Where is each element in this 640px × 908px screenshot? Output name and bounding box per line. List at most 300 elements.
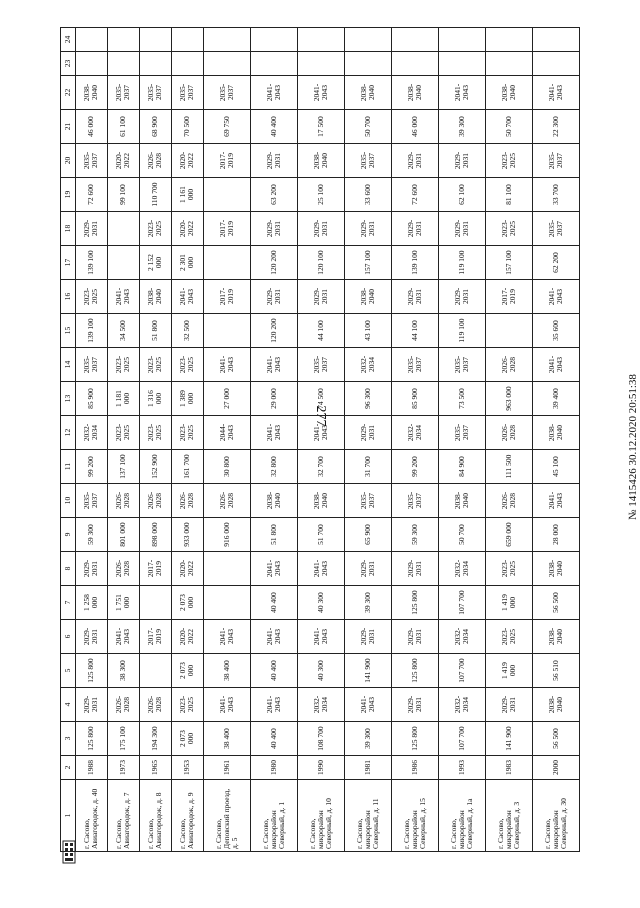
- table-row: [171, 28, 203, 852]
- table-cell: 2041-2043: [203, 688, 250, 722]
- column-number-7: 7: [61, 586, 76, 620]
- table-cell: 119 100: [438, 314, 485, 348]
- column-number-3: 3: [61, 722, 76, 756]
- year-cell: 1983: [485, 756, 532, 780]
- table-cell: 43 100: [344, 314, 391, 348]
- table-cell: 46 000: [76, 110, 108, 144]
- table-cell: 65 900: [344, 518, 391, 552]
- table-cell: [485, 314, 532, 348]
- table-cell: 2023-2025: [76, 280, 108, 314]
- table-cell: 2026-2028: [107, 484, 139, 518]
- table-cell: [107, 212, 139, 246]
- table-cell: [76, 52, 108, 76]
- table-cell: 2026-2028: [139, 688, 171, 722]
- table-cell: 72 600: [76, 178, 108, 212]
- table-cell: 2035-2037: [391, 348, 438, 382]
- table-row: [485, 28, 532, 852]
- table-cell: 2041-2043: [438, 76, 485, 110]
- table-cell: 40 300: [297, 586, 344, 620]
- table-cell: 2041-2043: [250, 76, 297, 110]
- table-cell: 2035-2037: [344, 144, 391, 178]
- table-cell: 2017-2019: [203, 280, 250, 314]
- table-cell: 70 500: [171, 110, 203, 144]
- table-cell: 1 389 000: [171, 382, 203, 416]
- address-cell: г. Сасово, микрорайон Северный, д. 1: [250, 780, 297, 852]
- table-cell: 2029-2031: [76, 688, 108, 722]
- table-cell: 2026-2028: [107, 552, 139, 586]
- column-number-17: 17: [61, 246, 76, 280]
- table-cell: 40 400: [250, 586, 297, 620]
- table-cell: [532, 28, 579, 52]
- table-cell: 125 800: [391, 722, 438, 756]
- address-cell: г. Сасово, микрорайон Северный, д. 3: [485, 780, 532, 852]
- table-cell: 2035-2037: [107, 76, 139, 110]
- column-number-row: [61, 28, 76, 852]
- table-cell: 27 000: [203, 382, 250, 416]
- table-cell: 1 316 000: [139, 382, 171, 416]
- table-cell: 2044-2043: [203, 416, 250, 450]
- table-cell: 2023-2025: [107, 416, 139, 450]
- table-cell: [485, 28, 532, 52]
- column-number-1: 1: [61, 780, 76, 852]
- table-cell: 39 400: [532, 382, 579, 416]
- table-cell: 2029-2031: [76, 552, 108, 586]
- table-cell: 2029-2031: [76, 620, 108, 654]
- table-cell: [171, 28, 203, 52]
- table-cell: 22 300: [532, 110, 579, 144]
- table-cell: 1 419 000: [485, 586, 532, 620]
- table-cell: 40 400: [250, 722, 297, 756]
- year-cell: 1990: [297, 756, 344, 780]
- table-cell: 141 900: [344, 654, 391, 688]
- table-cell: 30 800: [203, 450, 250, 484]
- table-cell: 139 100: [76, 314, 108, 348]
- table-cell: 2026-2028: [139, 144, 171, 178]
- table-cell: 45 100: [532, 450, 579, 484]
- page-number: 277: [313, 405, 328, 427]
- table-cell: 2020-2022: [171, 552, 203, 586]
- table-cell: 84 900: [438, 450, 485, 484]
- table-cell: 2029-2031: [344, 552, 391, 586]
- table-cell: 40 400: [250, 654, 297, 688]
- table-cell: 2029-2031: [438, 144, 485, 178]
- table-row: [297, 28, 344, 852]
- table-cell: 2020-2022: [171, 620, 203, 654]
- table-cell: 157 100: [485, 246, 532, 280]
- table-cell: [203, 178, 250, 212]
- table-cell: 2029-2031: [391, 212, 438, 246]
- table-cell: 2029-2031: [344, 416, 391, 450]
- table-cell: 2035-2037: [438, 416, 485, 450]
- table-cell: 2029-2031: [297, 212, 344, 246]
- capital-repair-schedule-table: [60, 27, 580, 852]
- table-cell: 152 900: [139, 450, 171, 484]
- table-cell: [250, 52, 297, 76]
- table-cell: 81 100: [485, 178, 532, 212]
- table-cell: 2038-2040: [532, 620, 579, 654]
- table-cell: 2035-2037: [391, 484, 438, 518]
- table-cell: [344, 52, 391, 76]
- table-cell: 61 100: [107, 110, 139, 144]
- table-cell: 34 500: [107, 314, 139, 348]
- table-cell: 2041-2043: [250, 348, 297, 382]
- table-cell: [171, 52, 203, 76]
- table-cell: 74 500: [297, 382, 344, 416]
- column-number-19: 19: [61, 178, 76, 212]
- table-cell: 2026-2028: [485, 348, 532, 382]
- table-cell: 120 200: [250, 314, 297, 348]
- table-cell: 2041-2043: [203, 348, 250, 382]
- table-cell: 2023-2025: [485, 212, 532, 246]
- year-cell: 1993: [438, 756, 485, 780]
- table-cell: 2029-2031: [297, 280, 344, 314]
- table-cell: 2041-2043: [250, 688, 297, 722]
- table-cell: 107 700: [438, 586, 485, 620]
- table-row: [391, 28, 438, 852]
- table-cell: 40 300: [297, 654, 344, 688]
- table-cell: 108 700: [297, 722, 344, 756]
- table-cell: 50 700: [485, 110, 532, 144]
- table-cell: 2038-2040: [532, 688, 579, 722]
- table-cell: 2038-2040: [297, 144, 344, 178]
- column-number-23: 23: [61, 52, 76, 76]
- table-cell: 2029-2031: [344, 212, 391, 246]
- table-cell: 2032-2034: [344, 348, 391, 382]
- column-number-11: 11: [61, 450, 76, 484]
- table-cell: 39 300: [344, 722, 391, 756]
- table-cell: 2035-2037: [171, 76, 203, 110]
- table-cell: 51 700: [297, 518, 344, 552]
- table-cell: 2035-2037: [438, 348, 485, 382]
- table-cell: [107, 246, 139, 280]
- table-cell: 2035-2037: [139, 76, 171, 110]
- table-cell: [485, 52, 532, 76]
- table-cell: 99 200: [391, 450, 438, 484]
- table-cell: 2029-2031: [391, 688, 438, 722]
- table-cell: 107 700: [438, 722, 485, 756]
- column-number-15: 15: [61, 314, 76, 348]
- table-cell: 120 100: [297, 246, 344, 280]
- table-cell: [107, 52, 139, 76]
- table-cell: 2038-2040: [297, 484, 344, 518]
- table-cell: [139, 586, 171, 620]
- year-cell: 1980: [250, 756, 297, 780]
- table-cell: 119 100: [438, 246, 485, 280]
- table-cell: 32 500: [171, 314, 203, 348]
- table-cell: [203, 52, 250, 76]
- table-row: [76, 28, 108, 852]
- year-cell: 1953: [171, 756, 203, 780]
- table-cell: 2029-2031: [485, 688, 532, 722]
- table-row: [139, 28, 171, 852]
- address-cell: г. Сасово, Авиагородок, д. 40: [76, 780, 108, 852]
- table-cell: 1 419 000: [485, 654, 532, 688]
- table-cell: 2035-2037: [344, 484, 391, 518]
- table-cell: 2035-2037: [76, 348, 108, 382]
- table-cell: 50 700: [344, 110, 391, 144]
- table-cell: 2029-2031: [438, 212, 485, 246]
- table-cell: 801 000: [107, 518, 139, 552]
- year-cell: 1965: [139, 756, 171, 780]
- column-number-14: 14: [61, 348, 76, 382]
- table-cell: 2032-2034: [76, 416, 108, 450]
- column-number-5: 5: [61, 654, 76, 688]
- table-cell: 2041-2043: [297, 76, 344, 110]
- table-cell: 1 751 000: [107, 586, 139, 620]
- table-cell: 2023-2025: [171, 416, 203, 450]
- table-cell: 2023-2025: [139, 212, 171, 246]
- table-cell: 2041-2043: [532, 348, 579, 382]
- table-cell: 2041-2043: [107, 280, 139, 314]
- column-number-16: 16: [61, 280, 76, 314]
- table-cell: 2038-2040: [250, 484, 297, 518]
- table-cell: 51 800: [139, 314, 171, 348]
- table-cell: 2041-2043: [532, 280, 579, 314]
- table-cell: [391, 28, 438, 52]
- table-cell: 161 700: [171, 450, 203, 484]
- table-cell: 62 200: [532, 246, 579, 280]
- table-cell: 1 161 000: [171, 178, 203, 212]
- table-cell: 2029-2031: [250, 280, 297, 314]
- table-cell: 2026-2028: [203, 484, 250, 518]
- column-number-2: 2: [61, 756, 76, 780]
- column-number-21: 21: [61, 110, 76, 144]
- table-cell: 2035-2037: [532, 144, 579, 178]
- column-number-6: 6: [61, 620, 76, 654]
- table-cell: 2038-2040: [532, 416, 579, 450]
- table-cell: 194 300: [139, 722, 171, 756]
- table-cell: [532, 52, 579, 76]
- table-cell: 38 300: [107, 654, 139, 688]
- table-cell: [438, 28, 485, 52]
- table-cell: [139, 28, 171, 52]
- year-cell: 1961: [203, 756, 250, 780]
- table-cell: 62 100: [438, 178, 485, 212]
- table-cell: 2 073 000: [171, 654, 203, 688]
- table-cell: 2017-2019: [139, 620, 171, 654]
- table-cell: 2023-2025: [139, 348, 171, 382]
- table-cell: 2038-2040: [485, 76, 532, 110]
- table-cell: 898 000: [139, 518, 171, 552]
- table-cell: 32 700: [297, 450, 344, 484]
- table-cell: 2035-2037: [297, 348, 344, 382]
- table-cell: 31 700: [344, 450, 391, 484]
- table-cell: 125 800: [391, 586, 438, 620]
- table-cell: 2 073 000: [171, 586, 203, 620]
- table-cell: 2029-2031: [250, 144, 297, 178]
- table-cell: 137 100: [107, 450, 139, 484]
- table-cell: 120 200: [250, 246, 297, 280]
- year-cell: 1986: [391, 756, 438, 780]
- table-cell: 2017-2019: [203, 144, 250, 178]
- capital-repair-table-frame: [60, 32, 580, 852]
- table-cell: 2 301 000: [171, 246, 203, 280]
- table-row: [532, 28, 579, 852]
- table-cell: 50 700: [438, 518, 485, 552]
- registration-stamp: № 1415426 30.12.2020 20:51:38: [627, 374, 639, 520]
- table-cell: [203, 246, 250, 280]
- table-cell: 39 300: [438, 110, 485, 144]
- year-cell: 2000: [532, 756, 579, 780]
- column-number-9: 9: [61, 518, 76, 552]
- table-cell: 2032-2034: [438, 688, 485, 722]
- table-row: [203, 28, 250, 852]
- address-cell: г. Сасово, микрорайон Северный, д. 15: [391, 780, 438, 852]
- table-cell: [203, 552, 250, 586]
- table-cell: [76, 28, 108, 52]
- table-cell: 38 400: [203, 654, 250, 688]
- table-cell: 2032-2034: [438, 552, 485, 586]
- table-cell: 2041-2043: [250, 620, 297, 654]
- table-cell: 40 400: [250, 110, 297, 144]
- address-cell: г. Сасово, микрорайон Северный, д. 30: [532, 780, 579, 852]
- table-row: [438, 28, 485, 852]
- table-cell: 2038-2040: [391, 76, 438, 110]
- year-cell: 1988: [76, 756, 108, 780]
- table-cell: 2020-2022: [171, 144, 203, 178]
- column-number-20: 20: [61, 144, 76, 178]
- table-cell: 659 000: [485, 518, 532, 552]
- table-cell: 68 900: [139, 110, 171, 144]
- address-cell: г. Сасово, Авиагородок, д. 8: [139, 780, 171, 852]
- table-cell: 2032-2034: [391, 416, 438, 450]
- address-cell: г. Сасово, Авиагородок, д. 7: [107, 780, 139, 852]
- table-cell: 51 800: [250, 518, 297, 552]
- table-cell: 33 700: [532, 178, 579, 212]
- table-cell: 63 200: [250, 178, 297, 212]
- table-cell: [203, 586, 250, 620]
- table-cell: 1 181 000: [107, 382, 139, 416]
- table-cell: [203, 314, 250, 348]
- table-cell: 2041-2043: [297, 620, 344, 654]
- table-cell: 916 000: [203, 518, 250, 552]
- table-cell: 2035-2037: [532, 212, 579, 246]
- column-number-12: 12: [61, 416, 76, 450]
- table-cell: 2032-2034: [297, 688, 344, 722]
- table-cell: 2023-2025: [107, 348, 139, 382]
- table-cell: 96 300: [344, 382, 391, 416]
- table-cell: 28 000: [532, 518, 579, 552]
- table-cell: 73 500: [438, 382, 485, 416]
- table-cell: 59 300: [391, 518, 438, 552]
- table-cell: 29 000: [250, 382, 297, 416]
- table-cell: 1 258 000: [76, 586, 108, 620]
- column-number-22: 22: [61, 76, 76, 110]
- year-cell: 1973: [107, 756, 139, 780]
- table-cell: 56 500: [532, 586, 579, 620]
- table-cell: 107 700: [438, 654, 485, 688]
- column-number-10: 10: [61, 484, 76, 518]
- table-cell: 25 100: [297, 178, 344, 212]
- table-cell: 44 100: [391, 314, 438, 348]
- table-cell: 2023-2025: [171, 348, 203, 382]
- table-cell: 2035-2037: [76, 484, 108, 518]
- table-cell: 963 000: [485, 382, 532, 416]
- table-cell: 2023-2025: [485, 144, 532, 178]
- table-cell: 99 100: [107, 178, 139, 212]
- table-cell: 2038-2040: [344, 280, 391, 314]
- table-cell: 2026-2028: [485, 484, 532, 518]
- table-cell: 2029-2031: [344, 620, 391, 654]
- table-cell: 2041-2043: [250, 552, 297, 586]
- table-cell: 2041-2043: [297, 416, 344, 450]
- table-cell: 2032-2034: [438, 620, 485, 654]
- table-cell: 139 100: [391, 246, 438, 280]
- table-cell: [438, 52, 485, 76]
- column-number-18: 18: [61, 212, 76, 246]
- table-cell: 46 000: [391, 110, 438, 144]
- table-cell: 2 152 000: [139, 246, 171, 280]
- table-cell: 157 100: [344, 246, 391, 280]
- table-cell: [107, 28, 139, 52]
- table-cell: 85 900: [391, 382, 438, 416]
- table-cell: 2020-2022: [107, 144, 139, 178]
- table-cell: 2026-2028: [107, 688, 139, 722]
- table-cell: 33 600: [344, 178, 391, 212]
- table-cell: [203, 28, 250, 52]
- table-cell: 2023-2025: [139, 416, 171, 450]
- table-cell: 139 100: [76, 246, 108, 280]
- table-cell: 2041-2043: [344, 688, 391, 722]
- table-cell: 2029-2031: [391, 552, 438, 586]
- table-cell: 125 800: [391, 654, 438, 688]
- table-cell: 2026-2028: [171, 484, 203, 518]
- table-cell: 35 600: [532, 314, 579, 348]
- table-cell: 2026-2028: [485, 416, 532, 450]
- table-cell: 2029-2031: [76, 212, 108, 246]
- table-cell: 2041-2043: [250, 416, 297, 450]
- table-cell: 2041-2043: [171, 280, 203, 314]
- table-cell: 56 500: [532, 722, 579, 756]
- column-number-4: 4: [61, 688, 76, 722]
- table-cell: 2041-2043: [532, 76, 579, 110]
- year-cell: 1981: [344, 756, 391, 780]
- table-cell: 17 500: [297, 110, 344, 144]
- table-cell: 85 900: [76, 382, 108, 416]
- table-cell: 111 500: [485, 450, 532, 484]
- address-cell: г. Сасово, микрорайон Северный, д. 11: [344, 780, 391, 852]
- table-cell: [391, 52, 438, 76]
- table-cell: 125 800: [76, 654, 108, 688]
- table-cell: 2029-2031: [250, 212, 297, 246]
- table-cell: 56 510: [532, 654, 579, 688]
- table-cell: 99 200: [76, 450, 108, 484]
- address-cell: г. Сасово, микрорайон Северный, д. 10: [297, 780, 344, 852]
- column-number-8: 8: [61, 552, 76, 586]
- table-cell: 72 600: [391, 178, 438, 212]
- table-body: [76, 28, 580, 852]
- table-cell: 933 000: [171, 518, 203, 552]
- table-cell: 59 300: [76, 518, 108, 552]
- table-cell: 2038-2040: [438, 484, 485, 518]
- table-cell: 2038-2040: [344, 76, 391, 110]
- table-cell: 125 800: [76, 722, 108, 756]
- table-cell: 2017-2019: [485, 280, 532, 314]
- table-cell: 2023-2025: [485, 620, 532, 654]
- table-cell: 2029-2031: [391, 620, 438, 654]
- table-cell: 2041-2043: [532, 484, 579, 518]
- table-row: [107, 28, 139, 852]
- table-cell: 2041-2043: [107, 620, 139, 654]
- table-cell: 2038-2040: [76, 76, 108, 110]
- table-cell: 175 100: [107, 722, 139, 756]
- column-number-13: 13: [61, 382, 76, 416]
- table-cell: 2029-2031: [438, 280, 485, 314]
- table-cell: 2035-2037: [203, 76, 250, 110]
- table-cell: [297, 28, 344, 52]
- table-cell: 2020-2022: [171, 212, 203, 246]
- table-cell: 2029-2031: [391, 280, 438, 314]
